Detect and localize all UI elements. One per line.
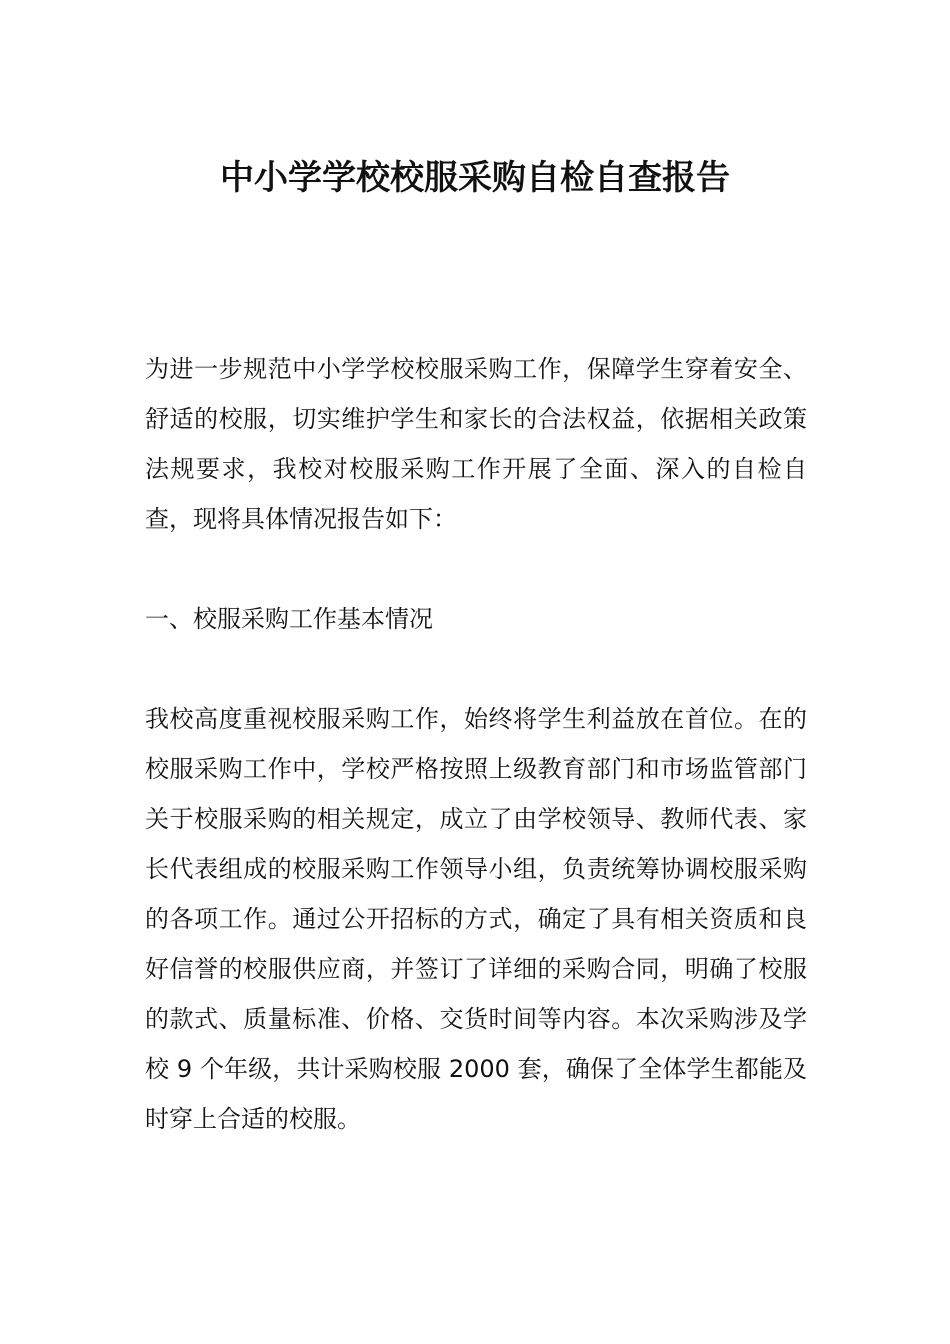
section-heading: 一、校服采购工作基本情况 [145, 605, 433, 633]
document-body [145, 344, 807, 1144]
section-paragraph: 我校高度重视校服采购工作，始终将学生利益放在首位。在的校服采购工作中，学校严格按照上级教育部门和市场监管部门关于校服采购的相关规定，成立了由学校领导、教师代表、家长代表组成的校服采购工作领导小组，负责统筹协调校服采购的各项工作。通过公开招标的方式，确定了具有相关资质和良好信誉的校服供应商，并签订了详细的采购合同，明确了校服的款式、质量标准、价格、交货时间等内容。本次采购涉及学校 9 个年级，共计采购校服 2000 套，确保了全体学生都能及时穿上合适的校服。 [145, 705, 807, 1133]
document-title: 中小学学校校服采购自检自查报告 [220, 158, 730, 198]
intro-paragraph: 为进一步规范中小学学校校服采购工作，保障学生穿着安全、舒适的校服，切实维护学生和家长的合法权益，依据相关政策法规要求，我校对校服采购工作开展了全面、深入的自检自查，现将具体情况报告如下： [145, 355, 807, 533]
